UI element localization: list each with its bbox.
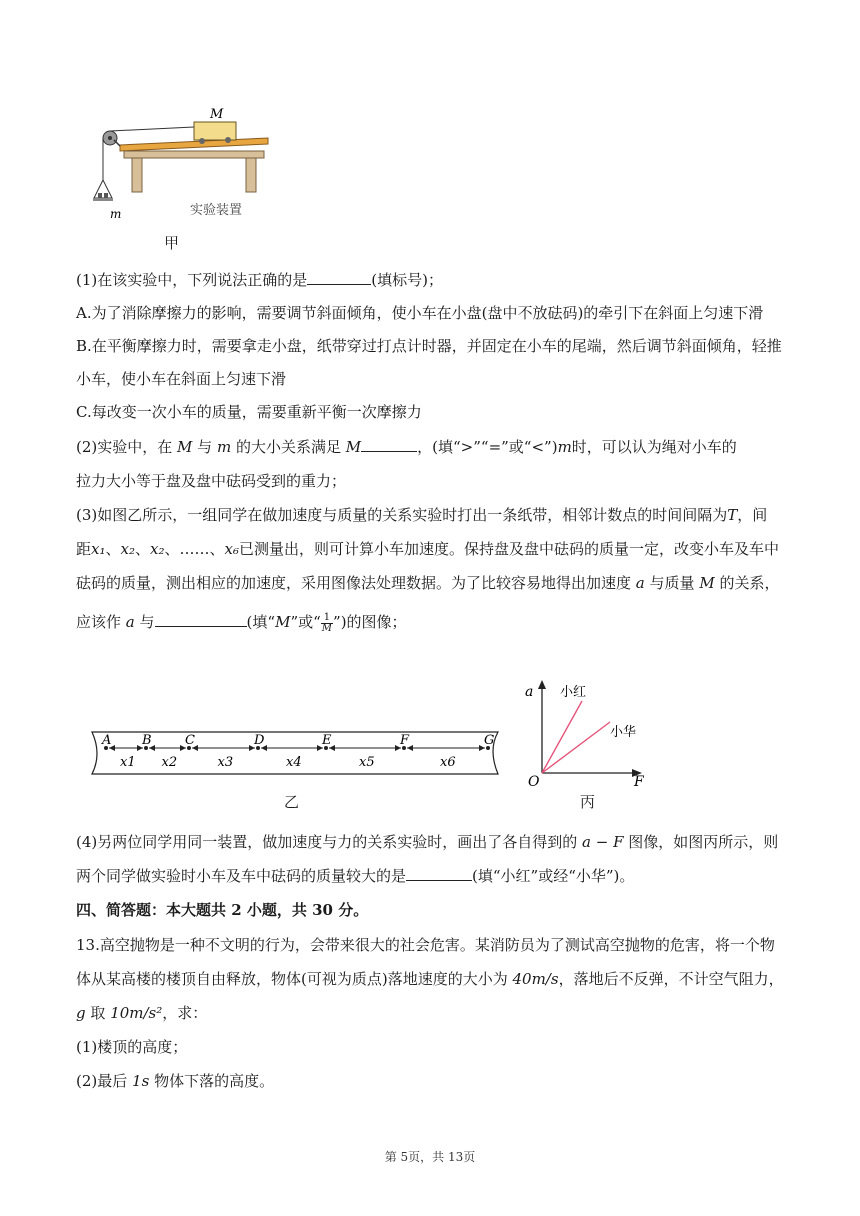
xiaohua-label: 小华	[610, 725, 637, 740]
tape-point-label: A	[102, 733, 112, 748]
tape-segment-label: x3	[217, 755, 234, 770]
tape-segment-label: x2	[161, 755, 178, 770]
q1-option-c: C.每改变一次小车的质量，需要重新平衡一次摩擦力	[76, 403, 422, 421]
q2-line-2: 拉力大小等于盘及盘中砝码受到的重力；	[76, 472, 347, 490]
tape-segment-label: x6	[440, 755, 456, 770]
q3-line-2: 距x₁、x₂、x₂、……、x₆已测量出，则可计算小车加速度。保持盘及盘中砝码的质量一定，改变小车及车中	[76, 540, 780, 558]
q13-line-2: 体从某高楼的楼顶自由释放，物体(可视为质点)落地速度的大小为 40m/s，落地后不反弹，不计空气阻力，	[76, 970, 784, 988]
tape-point-label: E	[322, 733, 332, 748]
q3-line-3: 砝码的质量，测出相应的加速度，采用图像法处理数据。为了比较容易地得出加速度 a 与质量 M 的关系，	[76, 574, 780, 592]
graph-y-axis-label: a	[525, 684, 534, 700]
xiaohong-label: 小红	[560, 685, 587, 700]
q13-sub-1: (1)楼顶的高度；	[76, 1038, 188, 1056]
xiaohua-line	[542, 722, 610, 773]
q1-option-a: A.为了消除摩擦力的影响，需要调节斜面倾角，使小车在小盘(盘中不放砝码)的牵引下在斜面上匀速下滑	[76, 304, 764, 322]
tape-segment-label: x5	[359, 755, 375, 770]
tape-segment-label: x4	[286, 755, 302, 770]
q2-line-1: (2)实验中，在 M 与 m 的大小关系满足 M ，(填“>”“=”或“<”)m时，可以认为绳对小车的	[76, 438, 737, 456]
q3-line-1: (3)如图乙所示，一组同学在做加速度与质量的关系实验时打出一条纸带，相邻计数点的时间间隔为T，间	[76, 506, 768, 524]
tape-point-label: G	[484, 733, 495, 748]
tape-point-label: F	[400, 733, 410, 748]
q1-option-b-2: 小车，使小车在斜面上匀速下滑	[76, 370, 287, 388]
figure-yi-label: 乙	[284, 793, 300, 811]
graph-x-axis-label: F	[634, 774, 644, 790]
page-footer: 第 5页，共 13页	[384, 1150, 476, 1164]
figure-bing-label: 丙	[580, 793, 596, 811]
tray-mass-label: m	[110, 207, 122, 221]
figure-jia-label: 甲	[164, 234, 180, 252]
xiaohong-line	[542, 701, 582, 773]
q1-stem: (1)在该实验中，下列说法正确的是 (填标号)；	[76, 271, 443, 289]
tape-point-label: C	[185, 733, 195, 748]
cart-mass-label: M	[210, 107, 224, 122]
q4-line-2: 两个同学做实验时小车及车中砝码的质量较大的是 (填“小红”或经“小华”)。	[76, 867, 635, 885]
tape-point-label: B	[142, 733, 152, 748]
q13-sub-2: (2)最后 1s 物体下落的高度。	[76, 1072, 275, 1090]
q13-line-1: 13.高空抛物是一种不文明的行为，会带来很大的社会危害。某消防员为了测试高空抛物的危害，将一个物	[76, 936, 775, 954]
section-heading: 四、简答题：本大题共 2 小题，共 30 分。	[76, 901, 369, 919]
q13-line-3: g 取 10m/s²，求：	[76, 1004, 208, 1022]
q1-option-b-1: B.在平衡摩擦力时，需要拿走小盘，纸带穿过打点计时器，并固定在小车的尾端，然后调节斜面倾角，轻推	[76, 337, 782, 355]
graph-origin-label: O	[528, 774, 540, 790]
tape-segment-label: x1	[120, 755, 136, 770]
tape-point-label: D	[254, 733, 265, 748]
apparatus-figure	[90, 100, 290, 250]
a-f-graph	[522, 676, 662, 791]
apparatus-caption: 实验装置	[190, 203, 243, 218]
q4-line-1: (4)另两位同学用同一装置，做加速度与力的关系实验时，画出了各自得到的 a − F 图像，如图丙所示，则	[76, 833, 779, 851]
paper-tape-figure	[84, 726, 504, 786]
q3-line-4: 应该作 a 与 (填“M”或“ $\frac{1}{M}$ ”)的图像；	[76, 611, 407, 634]
one-over-m-fraction: $\frac{1}{M}$	[321, 611, 333, 634]
